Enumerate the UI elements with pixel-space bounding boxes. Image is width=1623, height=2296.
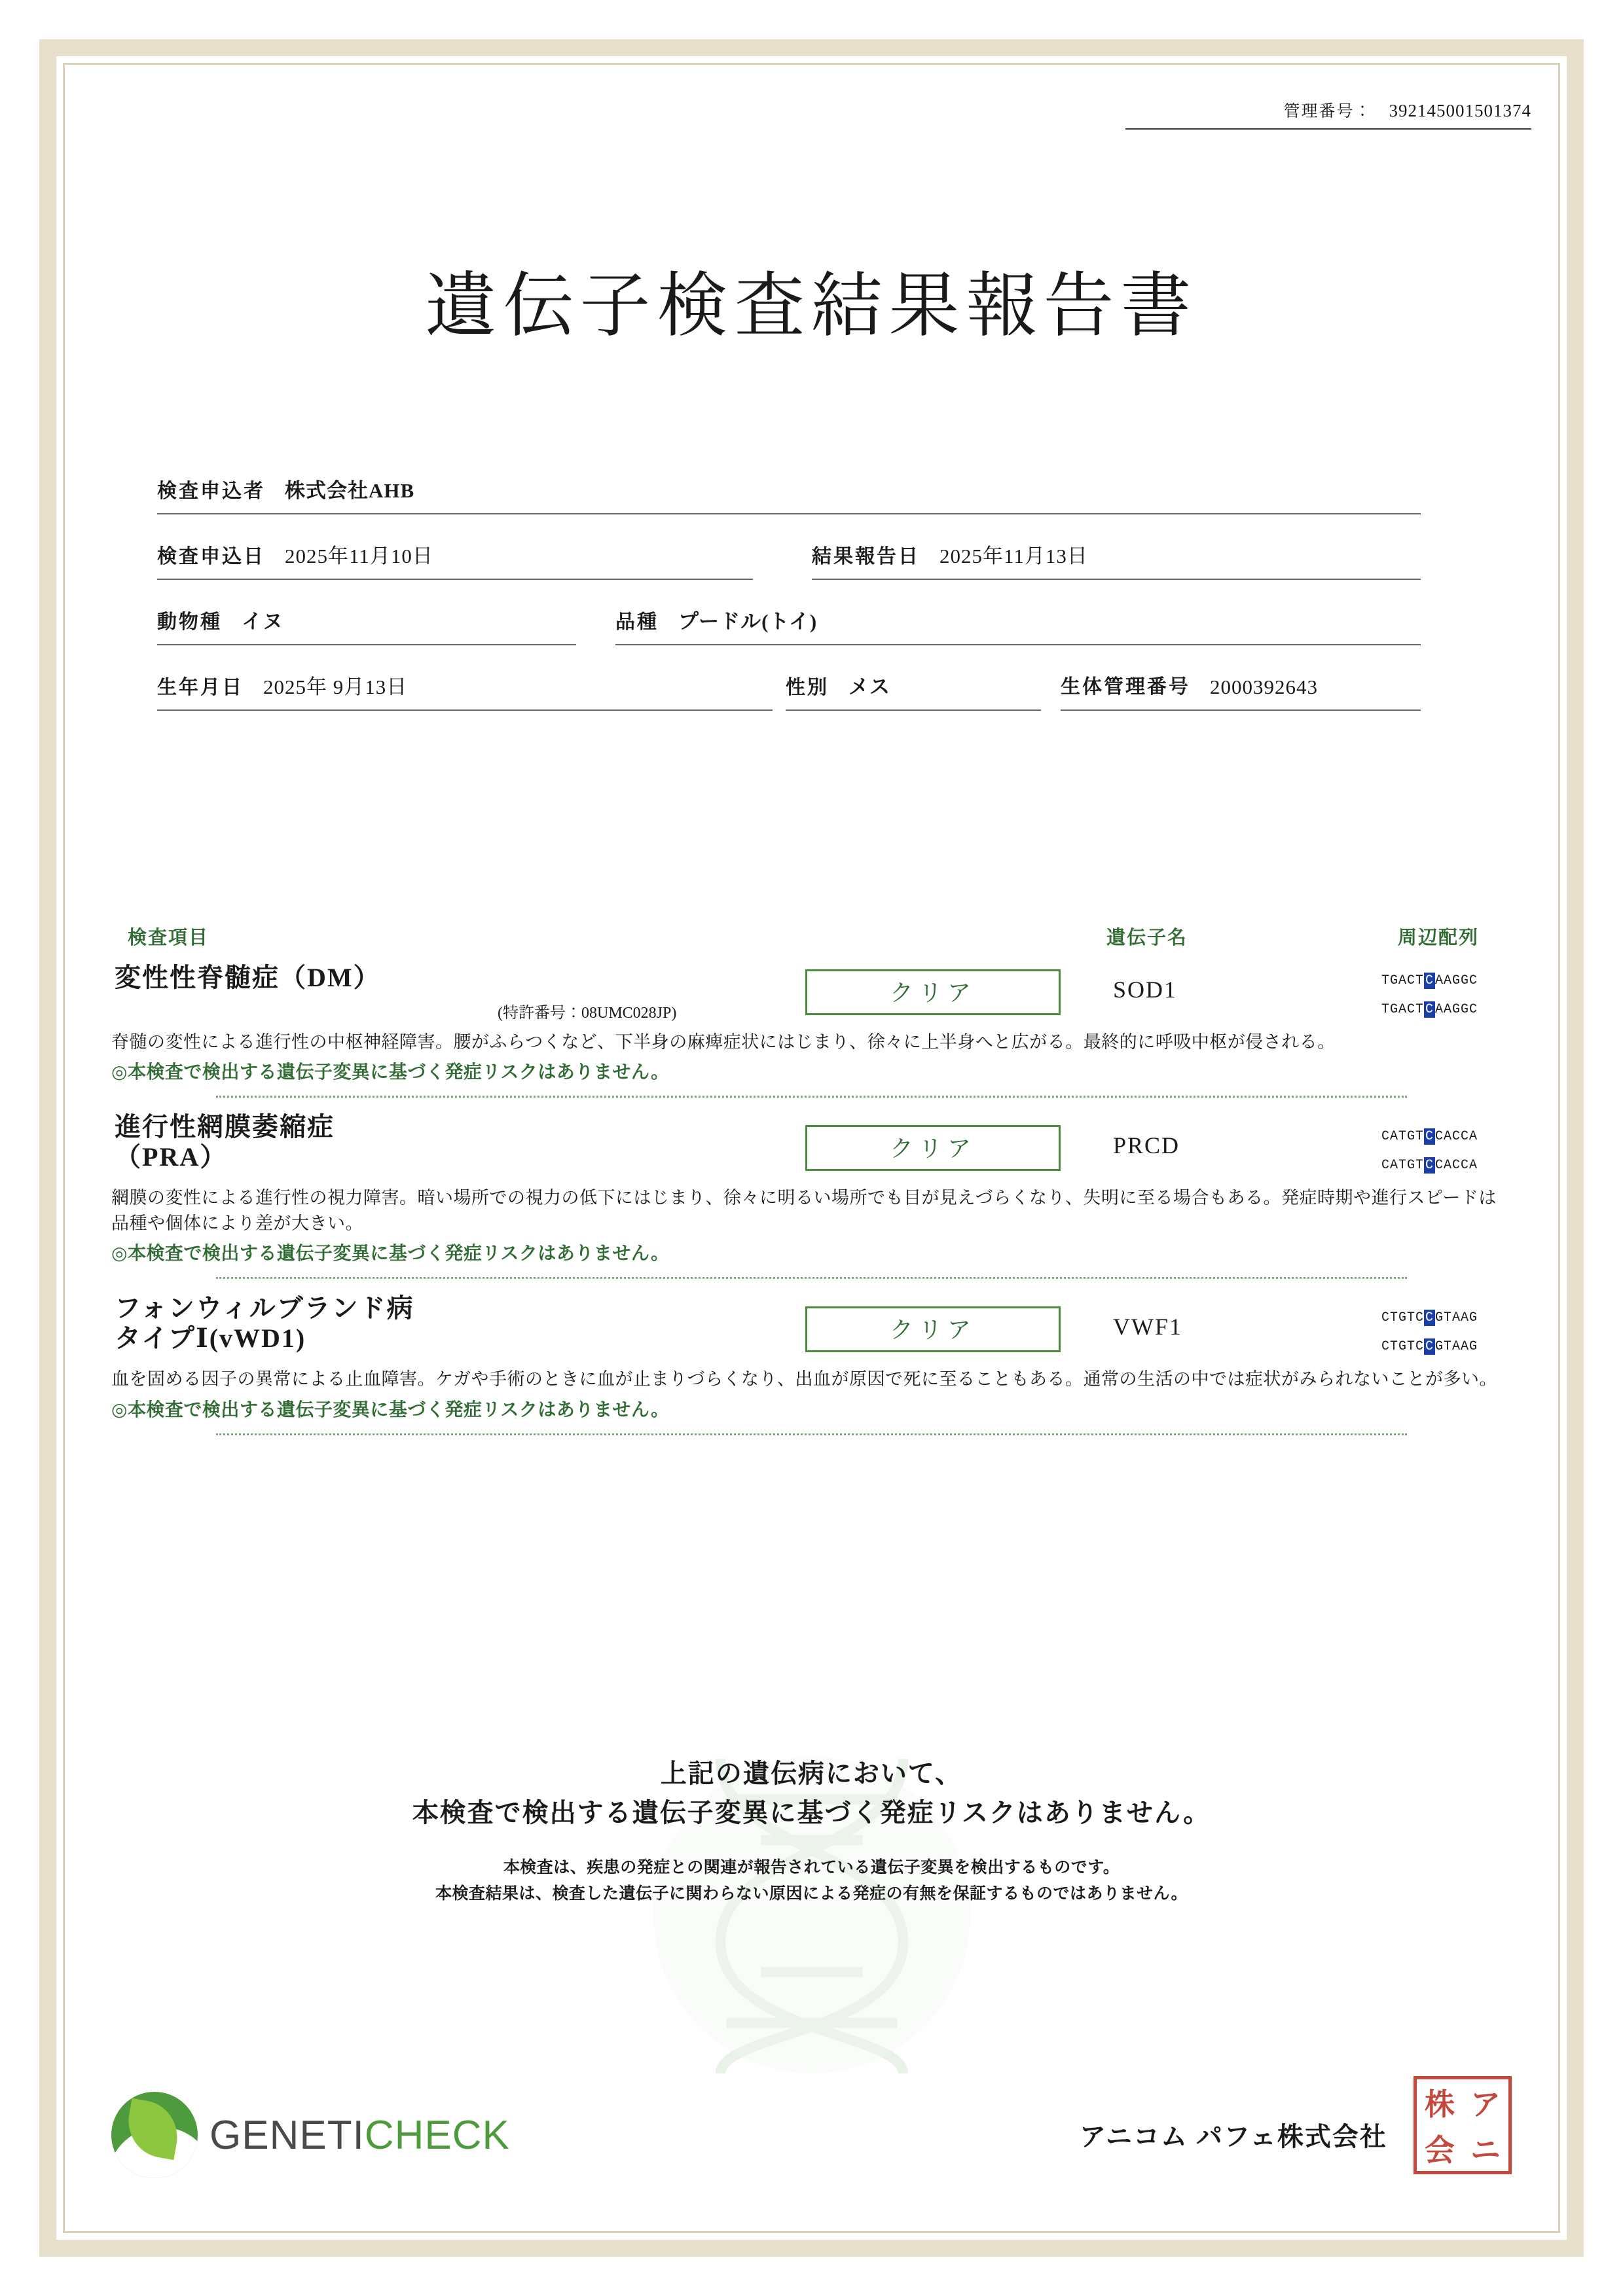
logo-text-part-1: GENETI bbox=[210, 2112, 365, 2158]
disease-name-line1: フォンウィルブランド病 bbox=[115, 1293, 414, 1323]
disease-description: 脊髄の変性による進行性の中枢神経障害。腰がふらつくなど、下半身の麻痺症状にはじまり、徐々に上半身へと広がる。最終的に呼吸中枢が侵される。 bbox=[111, 1032, 1336, 1052]
col-header-item: 検査項目 bbox=[128, 927, 210, 948]
risk-statement: ◎本検査で検出する遺伝子変異に基づく発症リスクはありません。 bbox=[111, 1244, 670, 1265]
species-cell bbox=[157, 605, 576, 645]
birth-value: 2025年 9月13日 bbox=[263, 675, 408, 698]
applicant-cell bbox=[157, 474, 1421, 514]
meta-row-dates bbox=[157, 537, 1518, 580]
result-item bbox=[92, 959, 1531, 1098]
status-badge: クリア bbox=[805, 1125, 1061, 1171]
disease-name: 変性性脊髄症（DM） bbox=[115, 963, 381, 992]
result-header-row bbox=[92, 1112, 1531, 1185]
disease-name-line2: （PRA） bbox=[115, 1142, 228, 1172]
summary-line-2: 本検査で検出する遺伝子変異に基づく発症リスクはありません。 bbox=[412, 1798, 1211, 1827]
apply-date-label: 検査申込日 bbox=[157, 546, 265, 567]
logo-wordmark bbox=[210, 2112, 510, 2159]
patent-number: (特許番号：08UMC028JP) bbox=[498, 1005, 677, 1022]
seal-char-1: 株 bbox=[1425, 2088, 1455, 2121]
summary-note-1: 本検査は、疾患の発症との関連が報告されている遺伝子変異を検出するものです。 bbox=[503, 1859, 1120, 1876]
birth-cell bbox=[157, 670, 773, 711]
section-divider bbox=[216, 1277, 1407, 1279]
result-item bbox=[92, 1293, 1531, 1435]
breed-label: 品種 bbox=[615, 611, 659, 633]
disease-name-line1: 進行性網膜萎縮症 bbox=[115, 1112, 335, 1142]
report-date-label: 結果報告日 bbox=[812, 546, 920, 567]
applicant-label: 検査申込者 bbox=[157, 480, 265, 502]
apply-date-value: 2025年11月10日 bbox=[285, 545, 433, 567]
sex-value: メス bbox=[848, 675, 890, 698]
gene-name: VWF1 bbox=[1113, 1314, 1182, 1340]
report-footer bbox=[92, 2060, 1531, 2191]
species-value: イヌ bbox=[242, 610, 283, 633]
logo-text-part-2: CHECK bbox=[364, 2112, 510, 2158]
meta-row-species bbox=[157, 602, 1518, 645]
summary-note bbox=[92, 1855, 1531, 1907]
sequence-allele-1: TGACT C AAGGC bbox=[1381, 973, 1478, 988]
result-header-row bbox=[92, 1293, 1531, 1367]
result-header-row bbox=[92, 959, 1531, 1030]
sequence-allele-2: TGACT C AAGGC bbox=[1381, 1002, 1478, 1017]
results-table-header bbox=[105, 923, 1518, 949]
summary-block bbox=[92, 1754, 1531, 1907]
report-date-value: 2025年11月13日 bbox=[939, 545, 1088, 567]
summary-note-2: 本検査結果は、検査した遺伝子に関わらない原因による発症の有無を保証するものではありません。 bbox=[435, 1885, 1188, 1903]
meta-row-birth bbox=[157, 668, 1518, 711]
animal-id-cell bbox=[1061, 670, 1421, 711]
flanking-sequence bbox=[1381, 967, 1565, 1024]
col-header-gene: 遺伝子名 bbox=[1106, 927, 1188, 948]
col-header-sequence: 周辺配列 bbox=[1398, 927, 1480, 948]
birth-label: 生年月日 bbox=[157, 677, 244, 698]
results-list bbox=[92, 959, 1531, 1452]
risk-statement: ◎本検査で検出する遺伝子変異に基づく発症リスクはありません。 bbox=[111, 1062, 670, 1083]
meta-row-applicant bbox=[157, 471, 1518, 514]
sequence-allele-2: CATGT C CACCA bbox=[1381, 1158, 1478, 1174]
control-number-value: 392145001501374 bbox=[1389, 101, 1531, 120]
gene-name: PRCD bbox=[1113, 1132, 1180, 1159]
disease-description: 血を固める因子の異常による止血障害。ケガや手術のときに血が止まりづらくなり、出血が原因で死に至ることもある。通常の生活の中では症状がみられないことが多い。 bbox=[111, 1369, 1497, 1390]
status-badge: クリア bbox=[805, 969, 1061, 1015]
report-content bbox=[92, 79, 1531, 2217]
summary-line-1: 上記の遺伝病において、 bbox=[660, 1759, 963, 1788]
company-name: アニコム パフェ株式会社 bbox=[1080, 2122, 1387, 2151]
disease-description: 網膜の変性による進行性の視力障害。暗い場所での視力の低下にはじまり、徐々に明るい場所でも目が見えづらくなり、失明に至る場合もある。発症時期や進行スピードは品種や個体により差が大きい。 bbox=[111, 1188, 1497, 1234]
status-badge: クリア bbox=[805, 1306, 1061, 1352]
disease-name bbox=[115, 1112, 335, 1172]
species-label: 動物種 bbox=[157, 611, 222, 633]
disease-name bbox=[115, 1293, 414, 1354]
sex-cell bbox=[786, 670, 1041, 711]
report-date-cell bbox=[812, 539, 1421, 580]
sex-label: 性別 bbox=[786, 677, 829, 698]
meta-block bbox=[157, 471, 1518, 733]
control-number-row bbox=[1125, 98, 1531, 130]
seal-char-2: ア bbox=[1470, 2088, 1501, 2121]
sequence-allele-1: CTGTC C GTAAG bbox=[1381, 1310, 1478, 1326]
animal-id-value: 2000392643 bbox=[1210, 675, 1318, 698]
result-item bbox=[92, 1112, 1531, 1279]
leaf-logo-icon bbox=[111, 2092, 198, 2178]
page-title: 遺伝子検査結果報告書 bbox=[425, 268, 1198, 346]
gene-name: SOD1 bbox=[1113, 977, 1178, 1003]
seal-char-3: 会 bbox=[1425, 2134, 1455, 2167]
seal-char-4: ニ bbox=[1470, 2134, 1501, 2167]
sequence-allele-1: CATGT C CACCA bbox=[1381, 1129, 1478, 1145]
animal-id-label: 生体管理番号 bbox=[1061, 676, 1190, 698]
applicant-value: 株式会社AHB bbox=[285, 479, 415, 502]
risk-statement: ◎本検査で検出する遺伝子変異に基づく発症リスクはありません。 bbox=[111, 1399, 670, 1420]
company-seal-stamp bbox=[1413, 2076, 1512, 2174]
flanking-sequence bbox=[1381, 1304, 1565, 1361]
flanking-sequence bbox=[1381, 1122, 1565, 1180]
geneticheck-logo bbox=[111, 2092, 510, 2178]
control-number-label: 管理番号： bbox=[1283, 103, 1372, 120]
apply-date-cell bbox=[157, 539, 753, 580]
disease-name-line2: タイプⅠ(vWD1) bbox=[115, 1323, 306, 1354]
section-divider bbox=[216, 1433, 1407, 1435]
sequence-allele-2: CTGTC C GTAAG bbox=[1381, 1339, 1478, 1355]
section-divider bbox=[216, 1096, 1407, 1098]
breed-value: プードル(トイ) bbox=[678, 610, 818, 633]
breed-cell bbox=[615, 605, 1421, 645]
